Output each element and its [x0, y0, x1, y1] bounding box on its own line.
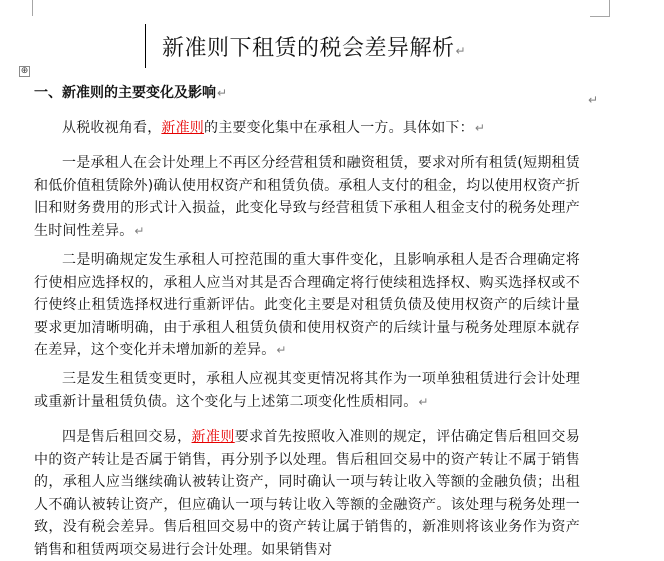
paragraph-4[interactable]: [34, 368, 580, 413]
spelling-flag-link[interactable]: 新准则: [191, 429, 235, 445]
paragraph-mark: ↵: [276, 343, 287, 357]
paragraph-mark: ↵: [588, 93, 599, 107]
paragraph-5[interactable]: [34, 426, 580, 561]
document-title[interactable]: [34, 29, 594, 71]
paragraph-1-text: 从税收视角看，: [62, 120, 162, 136]
spelling-flag-link[interactable]: 新准则: [161, 120, 205, 136]
crop-mark-right-vertical: [609, 0, 610, 16]
paragraph-mark: ↵: [134, 223, 145, 238]
paragraph-mark: ↵: [474, 121, 486, 135]
paragraph-5-text: 四是售后租回交易，: [62, 429, 192, 445]
paragraph-2[interactable]: [34, 152, 580, 242]
paragraph-2-text: 一是承租人在会计处理上不再区分经营租赁和融资租赁，要求对所有租赁(短期租赁和低价值租赁除外)确认使用权资产和租赁负债。承租人支付的租金，均以使用权资产折旧和财务费用的形式计入损益，此变化导致与经营租赁下承租人租金支付的税务处理产生时间性差异。: [34, 155, 580, 239]
paragraph-mark: ↵: [455, 44, 467, 58]
paragraph-3-text: 二是明确规定发生承租人可控范围的重大事件变化，且影响承租人是否合理确定将行使相应选择权的，承租人应当对其是否合理确定将行使续租选择权、购买选择权或不行使终止租赁选择权进行重新评估。此变化主要是对租赁负债及使用权资产的后续计量要求更加清晰明确，由于承租人租赁负债和使用权资产的后续计量与税务处理原本就存在差异，这个变化并未增加新的差异。: [34, 252, 580, 358]
crop-mark-left: [32, 0, 33, 16]
paragraph-3[interactable]: [34, 249, 580, 362]
paragraph-mark: ↵: [418, 394, 429, 409]
section-heading-text: 一、新准则的主要变化及影响: [34, 85, 216, 101]
section-heading[interactable]: [34, 82, 227, 104]
document-page[interactable]: [20, 0, 599, 558]
paragraph-mark: ↵: [217, 86, 228, 100]
document-title-text: 新准则下租赁的税会差异解析: [161, 36, 455, 61]
paragraph-4-text: 三是发生租赁变更时，承租人应视其变更情况将其作为一项单独租赁进行会计处理或重新计量租赁负债。这个变化与上述第二项变化性质相同。: [34, 371, 580, 410]
paragraph-1-text-end: 的主要变化集中在承租人一方。具体如下：: [204, 120, 474, 136]
paragraph-5-text-end: 要求首先按照收入准则的规定，评估确定售后租回交易中的资产转让是否属于销售，再分别予以处理。售后租回交易中的资产转让不属于销售的，承租人应当继续确认被转让资产，同时确认一项与转让收入等额的金融负债；出租人不确认被转让资产，但应确认一项与转让收入等额的金融资产。该处理与税务处理一致，没有税会差异。售后租回交易中的资产转让属于销售的，新准则将该业务作为资产销售和租赁两项交易进行会计处理。如果销售对: [34, 429, 580, 558]
paragraph-1[interactable]: [34, 117, 580, 140]
table-move-handle-icon[interactable]: ⊕: [20, 66, 29, 76]
